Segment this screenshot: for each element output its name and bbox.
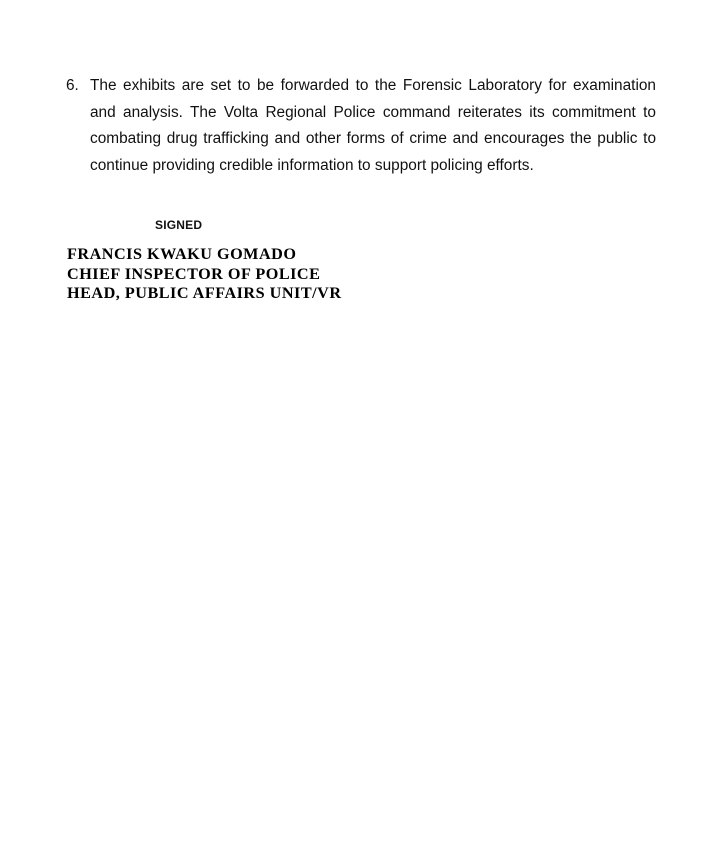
signatory-position: HEAD, PUBLIC AFFAIRS UNIT/VR (67, 284, 342, 302)
numbered-paragraph (66, 73, 656, 179)
paragraph-text: The exhibits are set to be forwarded to the Forensic Laboratory for examination and analysis. The Volta Regional Police command reiterates its commitment to combating drug trafficking and other forms of crime and encourages the public to continue providing credible information to support policing efforts. (90, 77, 656, 174)
signed-label: SIGNED (155, 218, 203, 232)
signatory-rank: CHIEF INSPECTOR OF POLICE (67, 264, 321, 283)
paragraph-number: 6. (66, 77, 79, 94)
signature-block (67, 245, 342, 304)
signatory-name: FRANCIS KWAKU GOMADO (67, 245, 297, 263)
